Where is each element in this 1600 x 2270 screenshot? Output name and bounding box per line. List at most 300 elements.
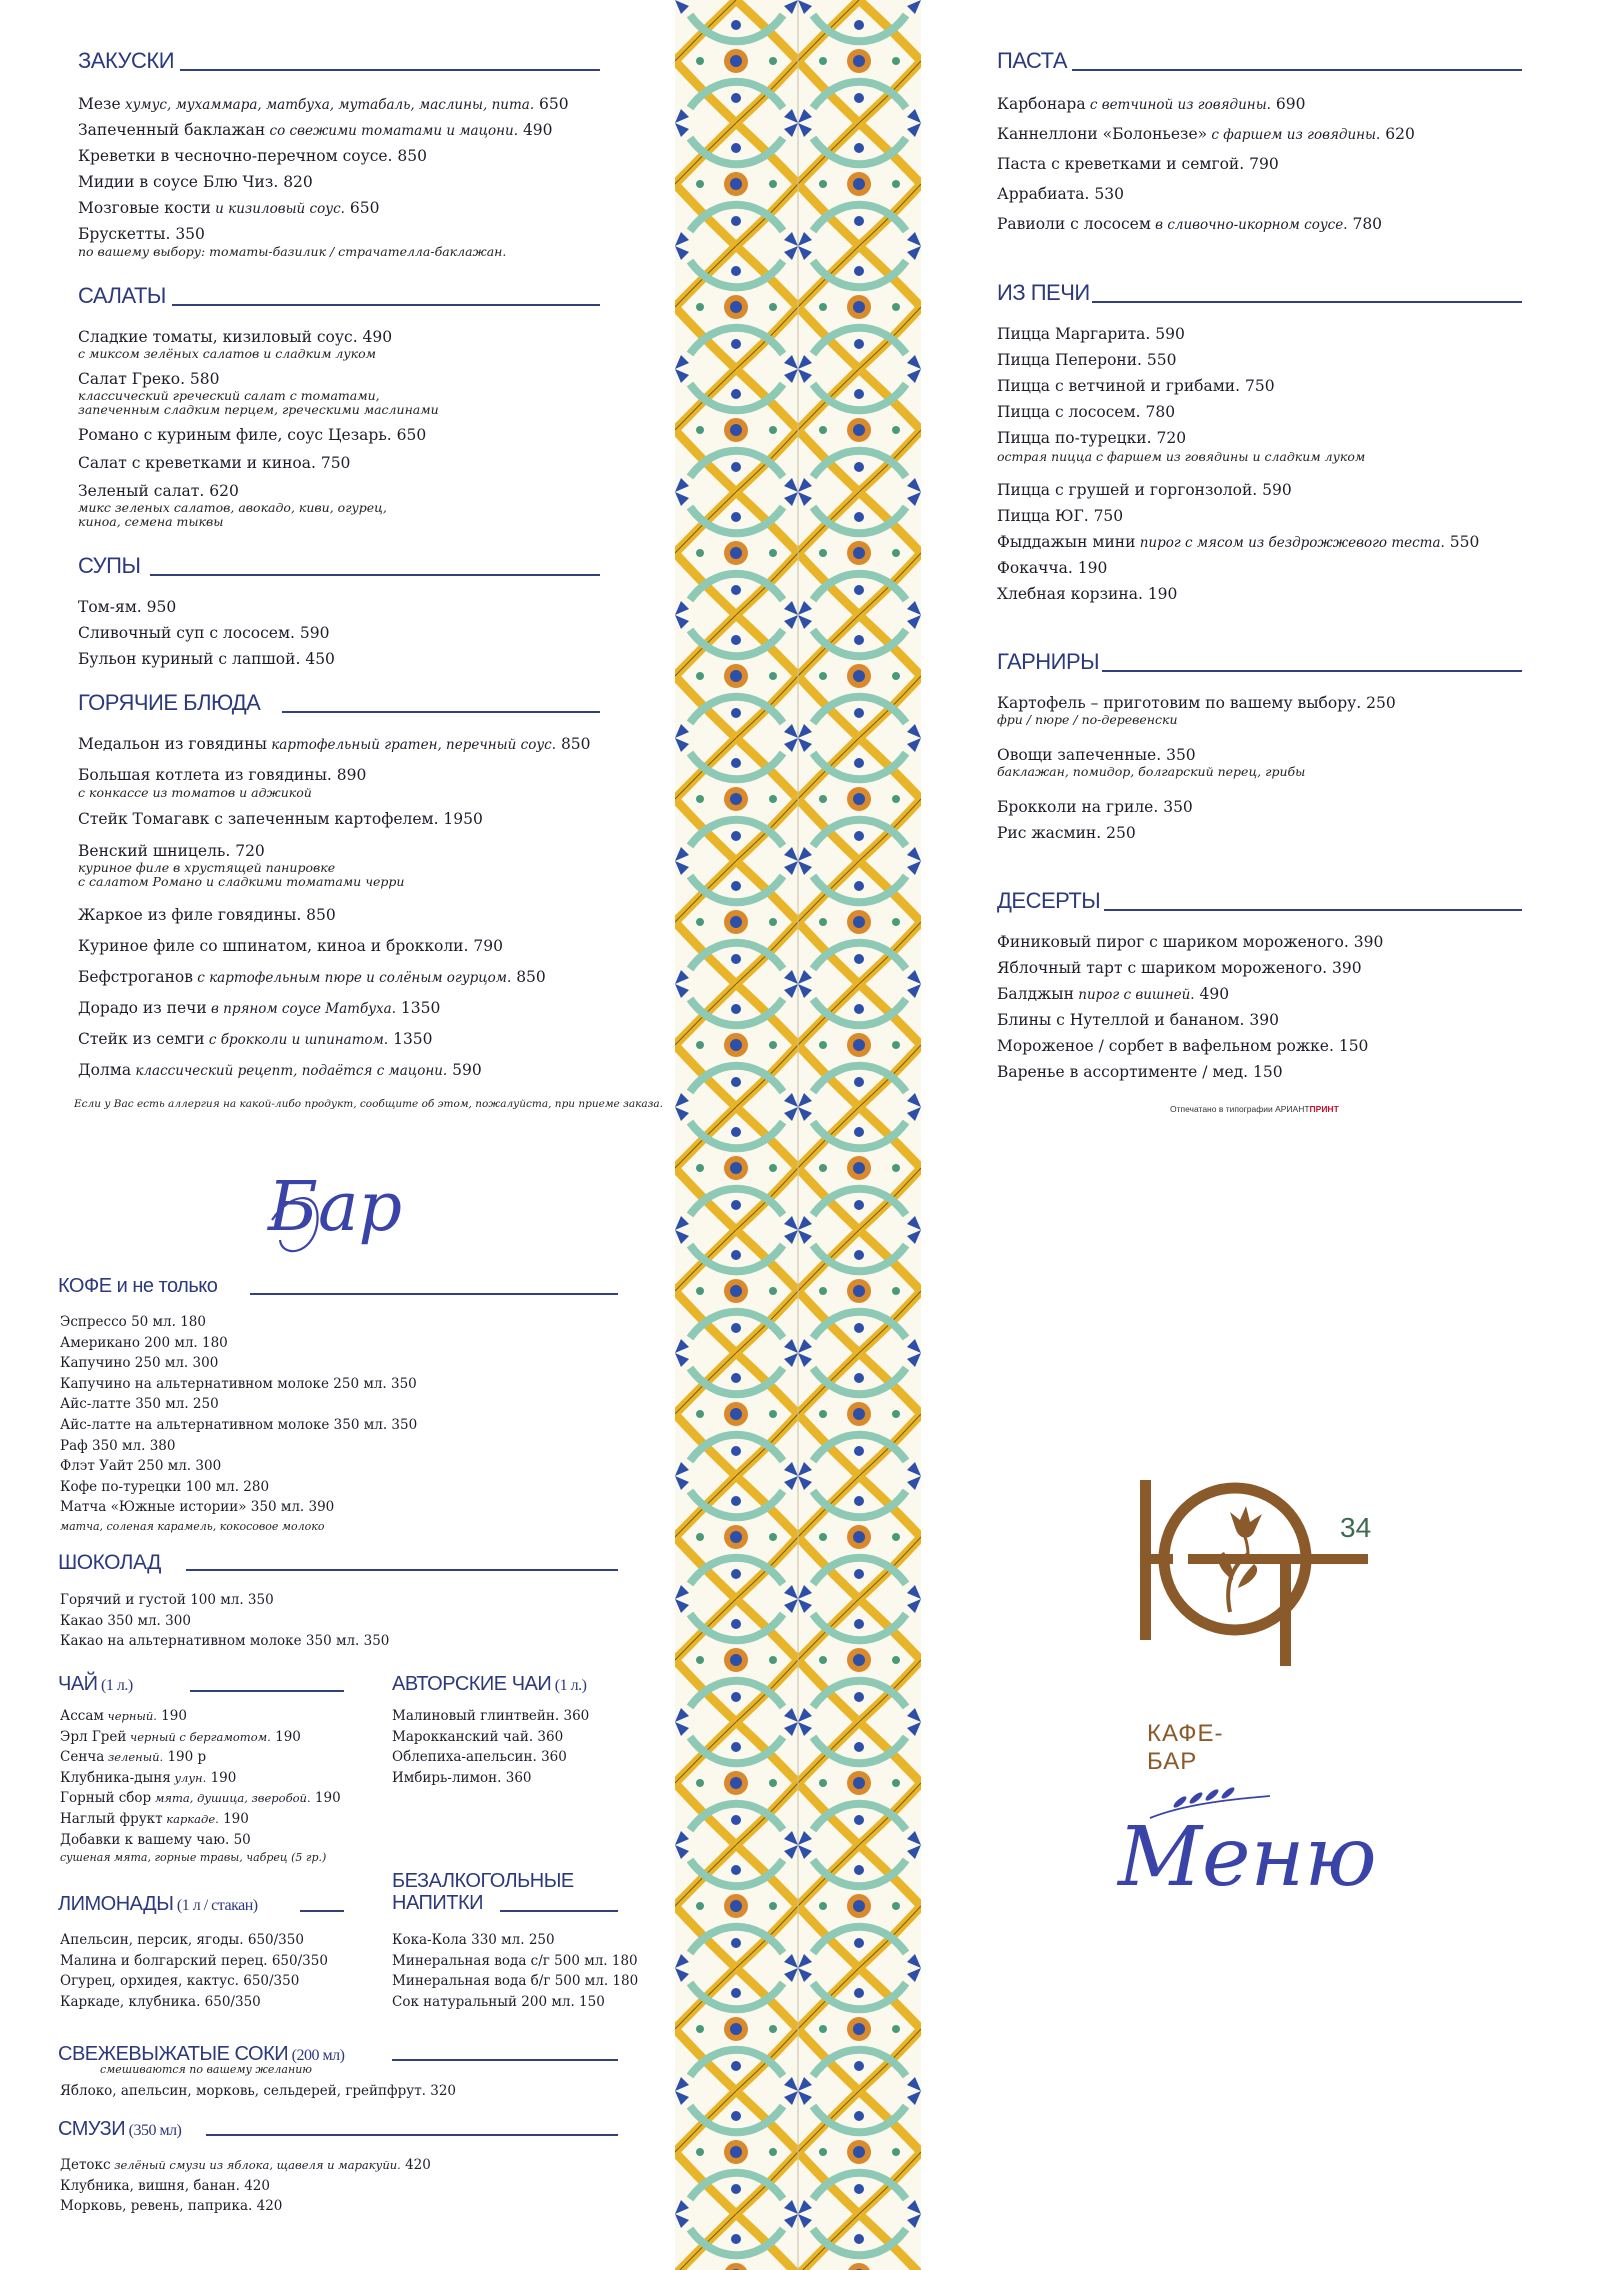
item-note: баклажан, помидор, болгарский перец, грибы [997, 764, 1306, 779]
item-price: 390 [1244, 1011, 1280, 1029]
item-name: Малина и болгарский перец. [60, 1952, 268, 1969]
item-desc: с картофельным пюре и солёным огурцом. [192, 970, 512, 986]
menu-item [997, 95, 1306, 114]
item-volume: 250 мл. [133, 1458, 192, 1475]
item-name: Пицца с грушей и горгонзолой. [997, 481, 1258, 499]
menu-item [392, 1729, 563, 1745]
item-volume: 500 мл. [550, 1973, 609, 1990]
section-title-coffee: КОФЕ и не только [58, 1275, 218, 1297]
menu-item [60, 1633, 389, 1649]
item-price: 650/350 [238, 1973, 300, 1990]
item-volume: 350 мл. [301, 1633, 360, 1650]
item-price: 650 [391, 426, 427, 444]
item-price: 320 [425, 2083, 457, 2099]
item-name: Флэт Уайт [60, 1458, 134, 1475]
menu-item [78, 173, 313, 191]
menu-item [997, 1063, 1283, 1081]
menu-item [997, 1037, 1368, 1055]
menu-item [997, 325, 1185, 343]
menu-item [60, 1973, 299, 1989]
section-title-supy: СУПЫ [78, 553, 141, 578]
item-price: 280 [239, 1478, 270, 1495]
item-price: 360 [536, 1749, 567, 1766]
item-name: Пицца Пеперони. [997, 351, 1142, 369]
menu-item [78, 482, 239, 500]
item-price: 250 [1101, 824, 1136, 842]
item-desc: черный с бергамотом. [126, 1729, 271, 1744]
item-price: 180 [608, 1973, 639, 1990]
menu-item [60, 1811, 249, 1827]
item-price: 300 [188, 1355, 219, 1372]
menu-item [78, 225, 205, 243]
item-price: 750 [1088, 507, 1124, 525]
menu-item [60, 1790, 341, 1806]
item-price: 420 [252, 2198, 283, 2215]
item-price: 780 [1347, 215, 1383, 233]
section-rule [206, 2134, 618, 2136]
item-name: Яблоко, апельсин, морковь, сельдерей, грейпфрут. [60, 2083, 426, 2099]
menu-item [78, 906, 336, 924]
item-price: 180 [197, 1334, 228, 1351]
item-price: 590 [447, 1061, 482, 1079]
item-name: Сенча [60, 1749, 105, 1766]
item-desc: со свежими томатами и мацони. [265, 123, 519, 139]
item-name: Фокачча. [997, 559, 1073, 577]
item-price: 790 [1244, 155, 1279, 173]
item-name: Дорадо из печи [78, 999, 207, 1017]
section-rule [150, 574, 600, 576]
section-rule [392, 2059, 618, 2061]
item-price: 650/350 [267, 1952, 328, 1969]
item-name: Пицца Маргарита. [997, 325, 1151, 343]
item-price: 450 [300, 650, 335, 668]
item-volume: 50 мл. [126, 1314, 176, 1330]
item-name: Финиковый пирог с шариком мороженого. [997, 933, 1349, 951]
section-title-garniry: ГАРНИРЫ [997, 649, 1100, 674]
menu-item [78, 95, 569, 114]
menu-item [78, 650, 335, 668]
item-name: Айс-латте на альтернативном молоке [60, 1417, 330, 1433]
item-name: Долма [78, 1061, 132, 1079]
menu-item [78, 766, 366, 784]
menu-item [78, 968, 546, 987]
menu-item [78, 810, 483, 828]
item-name: Сок натуральный [392, 1993, 518, 2010]
item-desc: классический рецепт, подаётся с мацони. [131, 1063, 448, 1079]
section-title-goryachie: ГОРЯЧИЕ БЛЮДА [78, 690, 261, 715]
item-desc: черный. [103, 1709, 157, 1723]
item-price: 190 р [163, 1749, 207, 1766]
menu-item [78, 147, 427, 165]
item-desc: каркаде. [162, 1812, 219, 1826]
menu-item [60, 1417, 417, 1433]
item-name: Айс-латте [60, 1396, 131, 1413]
allergy-note: Если у Вас есть аллергия на какой-либо продукт, сообщите об этом, пожалуйста, при приеме заказа. [74, 1098, 663, 1110]
item-note: матча, соленая карамель, кокосовое молоко [60, 1520, 325, 1533]
menu-item [78, 937, 503, 955]
section-rule [180, 69, 600, 71]
menu-item [392, 1973, 638, 1989]
item-volume: 350 мл. [329, 1417, 388, 1433]
menu-item [60, 2083, 456, 2099]
item-name: Медальон из говядины [78, 735, 267, 753]
item-name: Аррабиата. [997, 185, 1090, 203]
menu-item [78, 199, 379, 218]
section-title-lemonades: ЛИМОНАДЫ (1 л / стакан) [58, 1893, 258, 1915]
menu-item [997, 185, 1124, 203]
menu-item [997, 585, 1177, 603]
item-name: Запеченный баклажан [78, 121, 266, 139]
item-price: 620 [1380, 125, 1415, 143]
item-name: Бефстроганов [78, 968, 193, 986]
section-rule [500, 1910, 618, 1912]
item-price: 360 [501, 1769, 532, 1786]
menu-item [78, 1030, 433, 1049]
item-price: 180 [175, 1314, 206, 1330]
menu-item [997, 481, 1292, 499]
item-name: Паста с креветками и семгой. [997, 155, 1245, 173]
item-name: Клубника-дыня [60, 1769, 171, 1786]
menu-item [997, 507, 1123, 525]
item-name: Стейк из семги [78, 1030, 205, 1048]
menu-item [997, 403, 1175, 421]
item-note: по вашему выбору: томаты-базилик / страчателла-баклажан. [78, 244, 507, 259]
item-price: 690 [1270, 95, 1306, 113]
item-name: Какао [60, 1612, 104, 1629]
item-name: Эрл Грей [60, 1728, 127, 1745]
item-price: 850 [556, 735, 591, 753]
menu-item [997, 429, 1186, 447]
item-name: Овощи запеченные. [997, 746, 1162, 764]
item-desc: в сливочно-икорном соусе. [1150, 217, 1348, 233]
bar-flourish [262, 1180, 442, 1270]
item-volume: 350 мл. [87, 1437, 146, 1454]
item-price: 490 [1194, 985, 1230, 1003]
item-desc: зелёный смузи из яблока, щавеля и маракуйи. [110, 2158, 401, 2172]
item-price: 650/350 [200, 1993, 261, 2010]
menu-item [60, 1479, 269, 1495]
item-price: 350 [386, 1375, 417, 1392]
item-name: Бульон куриный с лапшой. [78, 650, 301, 668]
item-name: Карбонара [997, 95, 1086, 113]
item-price: 850 [511, 968, 546, 986]
item-price: 620 [204, 482, 239, 500]
section-rule [1102, 670, 1522, 672]
item-name: Сливочный суп с лососем. [78, 624, 295, 642]
item-volume: 350 мл. [103, 1612, 161, 1629]
yug-logo [1130, 1470, 1390, 1710]
section-title-deserty: ДЕСЕРТЫ [997, 888, 1101, 913]
print-note: Отпечатано в типографии АРИАНТПРИНТ [1170, 1104, 1339, 1114]
menu-item [60, 1499, 334, 1515]
item-desc: мята, душица, зверобой. [151, 1791, 311, 1806]
item-name: Пицца с лососем. [997, 403, 1141, 421]
item-name: Матча «Южные истории» [60, 1499, 247, 1516]
menu-item [997, 985, 1229, 1004]
menu-item [60, 1994, 261, 2010]
menu-item [60, 1335, 228, 1351]
item-note: куриное филе в хрустящей панировке [78, 860, 336, 875]
menu-item [997, 798, 1193, 816]
item-name: Клубника, вишня, банан. [60, 2177, 240, 2194]
item-price: 190 [270, 1728, 301, 1745]
item-name: Салат с креветками и киноа. [78, 454, 316, 472]
item-price: 390 [1327, 959, 1362, 977]
menu-item [997, 125, 1415, 144]
section-title-pech: ИЗ ПЕЧИ [997, 280, 1090, 305]
menu-item [60, 1396, 219, 1412]
item-name: Жаркое из филе говядины. [78, 906, 302, 924]
item-desc: пирог с вишней. [1073, 987, 1195, 1003]
section-rule [1072, 69, 1522, 71]
item-name: Марокканский чай. [392, 1728, 534, 1745]
item-name: Хлебная корзина. [997, 585, 1143, 603]
item-name: Брокколи на гриле. [997, 798, 1159, 816]
item-price: 580 [185, 370, 220, 388]
item-note: запеченным сладким перцем, греческими маслинами [78, 402, 439, 417]
item-name: Венский шницель. [78, 842, 231, 860]
section-title-soft: БЕЗАЛКОГОЛЬНЫЕ НАПИТКИ [392, 1870, 574, 1914]
item-note: микс зеленых салатов, авокадо, киви, огурец, [78, 500, 387, 515]
item-name: Мороженое / сорбет в вафельном рожке. [997, 1037, 1334, 1055]
item-price: 190 [1072, 559, 1108, 577]
section-title-chocolate: ШОКОЛАД [58, 1551, 161, 1574]
item-name: Зеленый салат. [78, 482, 205, 500]
item-desc: пирог с мясом из бездрожжевого теста. [1135, 535, 1445, 551]
item-price: 790 [468, 937, 503, 955]
item-name: Куриное филе со шпинатом, киноа и брокколи. [78, 937, 469, 955]
item-price: 350 [1158, 798, 1193, 816]
item-name: Пицца по-турецки. [997, 429, 1152, 447]
item-desc: с ветчиной из говядины. [1085, 97, 1271, 113]
item-price: 50 [229, 1831, 251, 1848]
item-note: острая пицца с фаршем из говядины и сладким луком [997, 449, 1366, 464]
item-price: 350 [170, 225, 205, 243]
section-rule [186, 1569, 618, 1571]
item-desc: с фаршем из говядины. [1207, 127, 1381, 143]
item-price: 850 [301, 906, 336, 924]
item-name: Яблочный тарт с шариком мороженого. [997, 959, 1328, 977]
menu-script-title: Меню [1118, 1810, 1377, 1905]
item-name: Облепиха-апельсин. [392, 1749, 537, 1766]
menu-item [997, 1011, 1279, 1029]
item-name: Пицца ЮГ. [997, 507, 1089, 525]
menu-item [78, 1061, 482, 1080]
item-price: 360 [559, 1708, 590, 1724]
juices-note: смешиваются по вашему желанию [100, 2063, 312, 2076]
item-name: Балджын [997, 985, 1074, 1003]
item-price: 420 [400, 2157, 431, 2173]
item-price: 750 [1240, 377, 1275, 395]
item-name: Блины с Нутеллой и бананом. [997, 1011, 1245, 1029]
menu-item [997, 377, 1275, 395]
menu-item [60, 1592, 274, 1608]
item-price: 590 [1257, 481, 1292, 499]
item-name: Стейк Томагавк с запеченным картофелем. [78, 810, 439, 828]
item-volume: 100 мл. [181, 1478, 239, 1495]
item-note: фри / пюре / по-деревенски [997, 712, 1178, 727]
menu-item [60, 1458, 221, 1474]
item-price: 720 [230, 842, 265, 860]
item-price: 850 [392, 147, 427, 165]
item-desc: хумус, мухаммара, матбуха, мутабаль, маслины, пита. [120, 97, 535, 113]
item-name: Брускетты. [78, 225, 171, 243]
item-price: 150 [1248, 1063, 1283, 1081]
section-rule [282, 711, 600, 713]
item-name: Американо [60, 1334, 140, 1351]
item-name: Детокс [60, 2157, 111, 2173]
menu-item [78, 842, 265, 860]
item-price: 250 [188, 1396, 219, 1413]
item-volume: 330 мл. [466, 1932, 525, 1948]
menu-item [78, 624, 329, 642]
item-price: 1350 [395, 999, 441, 1017]
item-name: Рис жасмин. [997, 824, 1102, 842]
item-price: 590 [1150, 325, 1185, 343]
section-rule [250, 1293, 618, 1295]
item-price: 180 [607, 1952, 638, 1969]
item-name: Кофе по-турецки [60, 1478, 182, 1495]
menu-item [78, 454, 350, 472]
item-price: 190 [156, 1708, 187, 1724]
item-desc: картофельный гратен, перечный соус. [266, 737, 557, 753]
item-price: 250 [1361, 694, 1396, 712]
item-price: 950 [141, 598, 177, 616]
menu-item [60, 1355, 218, 1371]
item-price: 190 [206, 1769, 237, 1786]
item-name: Минеральная вода с/г [392, 1952, 550, 1969]
item-name: Горячий и густой [60, 1592, 186, 1608]
item-name: Капучино на альтернативном молоке [60, 1375, 329, 1392]
item-note: киноа, семена тыквы [78, 514, 224, 529]
item-price: 190 [310, 1790, 341, 1807]
item-price: 350 [243, 1592, 274, 1608]
section-title-salaty: САЛАТЫ [78, 283, 166, 308]
item-volume: 500 мл. [549, 1952, 608, 1969]
menu-item [60, 1932, 304, 1948]
menu-item [60, 2198, 282, 2214]
decorative-tile-strip [675, 0, 921, 2270]
item-price: 590 [294, 624, 330, 642]
menu-item [392, 1953, 638, 1969]
item-price: 300 [191, 1458, 222, 1475]
section-rule [300, 1910, 344, 1912]
item-price: 490 [518, 121, 553, 139]
item-note: с конкассе из томатов и аджикой [78, 785, 312, 800]
item-name: Пицца с ветчиной и грибами. [997, 377, 1241, 395]
item-name: Минеральная вода б/г [392, 1973, 551, 1990]
item-name: Каркаде, клубника. [60, 1993, 201, 2010]
item-volume: 350 мл. [130, 1396, 189, 1413]
section-title-tea: ЧАЙ (1 л.) [58, 1673, 133, 1695]
item-price: 1350 [388, 1030, 433, 1048]
menu-item [78, 121, 553, 140]
item-volume: 250 мл. [328, 1375, 387, 1392]
menu-item [60, 1749, 206, 1765]
item-name: Равиоли с лососем [997, 215, 1151, 233]
menu-item [60, 1953, 328, 1969]
item-name: Мезе [78, 95, 121, 113]
menu-item [60, 1729, 301, 1745]
menu-item [392, 1932, 555, 1948]
item-name: Романо с куриным филе, соус Цезарь. [78, 426, 392, 444]
item-name: Раф [60, 1437, 88, 1454]
item-volume: 250 мл. [130, 1355, 189, 1372]
item-price: 390 [1348, 933, 1384, 951]
item-name: Салат Греко. [78, 370, 185, 388]
item-price: 780 [1140, 403, 1176, 421]
item-name: Картофель – приготовим по вашему выбору. [997, 694, 1362, 712]
item-price: 550 [1444, 533, 1480, 551]
menu-item [997, 694, 1396, 712]
item-price: 360 [533, 1728, 564, 1745]
menu-item [60, 1770, 236, 1786]
item-volume: 200 мл. [139, 1334, 198, 1351]
item-price: 490 [357, 328, 393, 346]
item-name: Кока-Кола [392, 1932, 467, 1948]
section-title-juices: СВЕЖЕВЫЖАТЫЕ СОКИ (200 мл) [58, 2043, 345, 2065]
item-price: 300 [160, 1612, 191, 1629]
item-note: сушеная мята, горные травы, чабрец (5 гр.) [60, 1851, 327, 1864]
menu-item [60, 1613, 191, 1629]
item-price: 420 [239, 2177, 270, 2194]
section-title-zakuski: ЗАКУСКИ [78, 48, 175, 73]
item-name: Эспрессо [60, 1314, 127, 1330]
menu-item [392, 1770, 532, 1786]
item-price: 550 [1142, 351, 1177, 369]
logo-number: 34 [1340, 1512, 1372, 1543]
item-name: Мозговые кости [78, 199, 211, 217]
item-price: 650 [534, 95, 569, 113]
item-price: 350 [359, 1633, 390, 1650]
item-desc: с брокколи и шпинатом. [204, 1032, 389, 1048]
item-price: 390 [304, 1499, 335, 1516]
item-price: 190 [218, 1811, 249, 1827]
item-name: Ассам [60, 1708, 104, 1724]
item-note: классический греческий салат с томатами, [78, 388, 380, 403]
menu-item [997, 351, 1177, 369]
item-price: 350 [1161, 746, 1196, 764]
item-name: Сладкие томаты, кизиловый соус. [78, 328, 358, 346]
item-desc: зеленый. [104, 1750, 164, 1765]
item-name: Апельсин, персик, ягоды. [60, 1932, 244, 1948]
menu-item [78, 598, 176, 616]
menu-item [60, 2157, 431, 2173]
menu-item [60, 1314, 206, 1330]
logo-subtitle: КАФЕ-БАР [1147, 1720, 1224, 1775]
item-price: 380 [145, 1437, 176, 1454]
item-name: Варенье в ассортименте / мед. [997, 1063, 1249, 1081]
menu-item [78, 370, 220, 388]
menu-item [392, 1994, 605, 2010]
item-price: 150 [1333, 1037, 1369, 1055]
menu-item [997, 155, 1279, 173]
item-volume: 200 мл. [517, 1993, 575, 2010]
item-name: Фыддажын мини [997, 533, 1136, 551]
item-price: 820 [278, 173, 313, 191]
menu-item [60, 1832, 251, 1848]
item-desc: в пряном соусе Матбуха. [206, 1001, 396, 1017]
item-price: 350 [387, 1417, 418, 1433]
item-price: 530 [1089, 185, 1124, 203]
menu-item [78, 426, 426, 444]
section-title-smoothie: СМУЗИ (350 мл) [58, 2118, 182, 2140]
item-price: 150 [574, 1993, 605, 2010]
item-volume: 350 мл. [246, 1499, 305, 1516]
menu-item [997, 824, 1136, 842]
section-title-pasta: ПАСТА [997, 48, 1068, 73]
menu-item [78, 735, 591, 754]
